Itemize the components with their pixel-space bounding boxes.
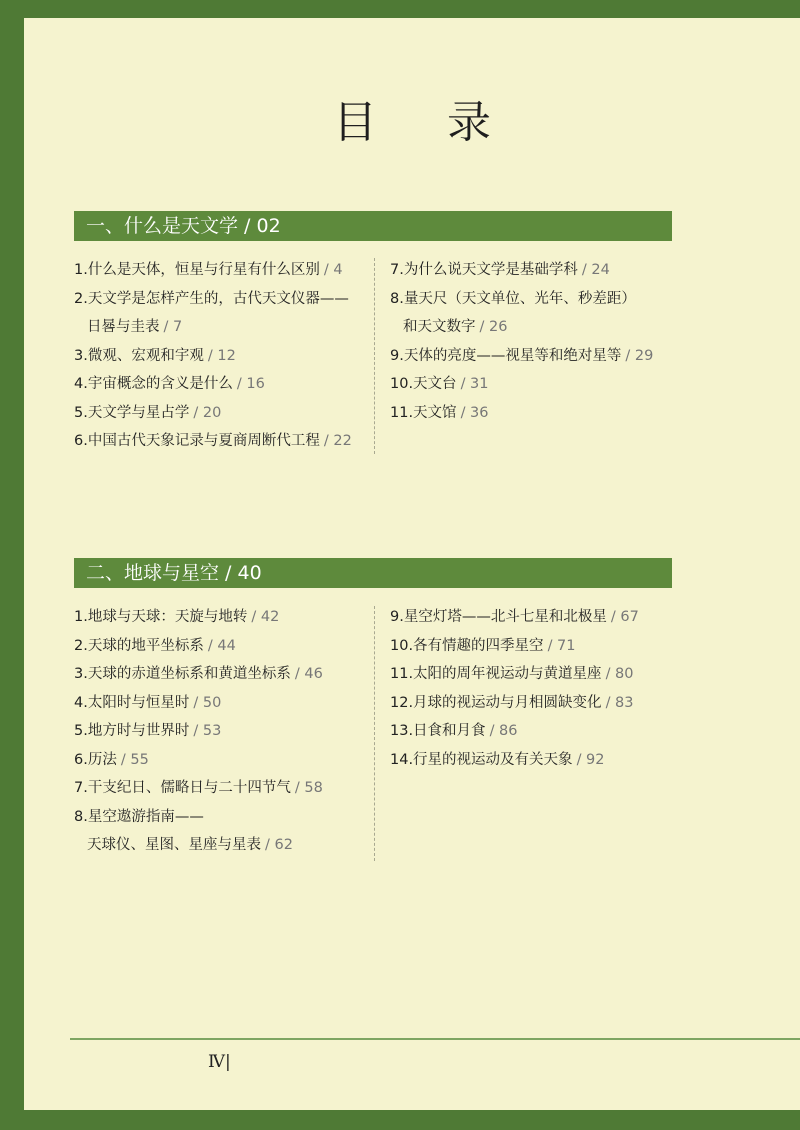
toc-entry-page: / 36 <box>460 404 489 421</box>
toc-entry-page: / 83 <box>605 694 634 711</box>
column-divider <box>374 606 375 861</box>
toc-entry <box>74 746 374 775</box>
toc-entry-page: / 50 <box>193 694 222 711</box>
toc-entry <box>390 717 690 746</box>
toc-entry-title: 5.地方时与世界时 <box>74 723 190 739</box>
toc-entry-title: 3.天球的赤道坐标系和黄道坐标系 <box>74 666 291 682</box>
toc-entry-title: 14.行星的视运动及有关天象 <box>390 751 573 768</box>
toc-entry-title: 10.天文台 <box>390 376 457 392</box>
section-2-left-column <box>74 603 374 860</box>
section-2-right-column <box>390 603 690 774</box>
toc-entry <box>74 717 374 746</box>
toc-entry-page: / 26 <box>479 319 508 335</box>
toc-entry <box>390 689 690 718</box>
toc-entry-page: / 4 <box>323 262 343 278</box>
toc-entry <box>74 831 374 860</box>
toc-entry-title: 11.太阳的周年视运动与黄道星座 <box>390 666 602 682</box>
book-page <box>24 18 800 1110</box>
toc-entry <box>74 342 374 371</box>
toc-entry-page: / 22 <box>323 433 352 449</box>
toc-entry-title: 7.为什么说天文学是基础学科 <box>390 262 578 278</box>
toc-entry <box>390 256 690 285</box>
toc-entry-title: 4.宇宙概念的含义是什么 <box>74 376 233 392</box>
toc-entry-page: / 20 <box>193 404 222 421</box>
section-1-right-column <box>390 256 690 427</box>
toc-entry <box>390 285 690 314</box>
toc-entry-page: / 92 <box>576 751 605 768</box>
toc-entry <box>74 256 374 285</box>
toc-entry-title: 和天文数字 <box>403 319 476 335</box>
toc-entry-title: 2.天文学是怎样产生的，古代天文仪器—— <box>74 290 349 307</box>
toc-entry-page: / 46 <box>294 666 323 682</box>
toc-entry <box>390 660 690 689</box>
toc-entry <box>390 342 690 371</box>
toc-entry-title: 6.历法 <box>74 751 117 768</box>
toc-entry-page: / 29 <box>625 347 654 364</box>
toc-entry-page: / 86 <box>489 723 518 739</box>
toc-entry-page: / 58 <box>294 780 323 796</box>
toc-entry <box>74 427 374 456</box>
toc-entry-title: 2.天球的地平坐标系 <box>74 637 204 654</box>
toc-entry-page: / 12 <box>207 347 236 364</box>
page-number: Ⅳ| <box>208 1052 231 1072</box>
toc-entry <box>390 399 690 428</box>
toc-entry-page: / 31 <box>460 376 489 392</box>
toc-entry-title: 天球仪、星图、星座与星表 <box>87 837 261 853</box>
toc-entry <box>74 632 374 661</box>
toc-entry-page: / 16 <box>236 376 265 392</box>
toc-entry-title: 4.太阳时与恒星时 <box>74 694 190 711</box>
toc-entry-page: / 67 <box>610 609 639 625</box>
footer-rule <box>70 1038 800 1040</box>
toc-entry <box>74 774 374 803</box>
toc-entry <box>74 660 374 689</box>
section-1-left-column <box>74 256 374 456</box>
section-header-1: 一、什么是天文学 / 02 <box>74 211 672 241</box>
section-header-2: 二、地球与星空 / 40 <box>74 558 672 588</box>
toc-entry <box>74 803 374 832</box>
toc-entry <box>74 313 374 342</box>
toc-entry-title: 8.星空遨游指南—— <box>74 808 204 825</box>
toc-entry-title: 10.各有情趣的四季星空 <box>390 637 544 654</box>
toc-entry <box>74 689 374 718</box>
toc-entry-page: / 55 <box>120 751 149 768</box>
toc-entry-page: / 53 <box>193 723 222 739</box>
page-title: 目 录 <box>333 97 519 148</box>
toc-entry-title: 8.量天尺（天文单位、光年、秒差距） <box>390 290 636 307</box>
toc-entry-title: 9.星空灯塔——北斗七星和北极星 <box>390 609 607 625</box>
toc-entry <box>390 313 690 342</box>
toc-entry <box>390 370 690 399</box>
toc-entry-title: 1.地球与天球：天旋与地转 <box>74 609 248 625</box>
column-divider <box>374 258 375 454</box>
toc-entry-title: 6.中国古代天象记录与夏商周断代工程 <box>74 433 320 449</box>
toc-entry-page: / 24 <box>581 262 610 278</box>
toc-entry-page: / 71 <box>547 637 576 654</box>
toc-entry-title: 11.天文馆 <box>390 404 457 421</box>
toc-entry <box>390 603 690 632</box>
toc-entry <box>390 746 690 775</box>
toc-entry-page: / 62 <box>265 837 293 853</box>
toc-entry-page: / 42 <box>251 609 280 625</box>
toc-entry-title: 7.干支纪日、儒略日与二十四节气 <box>74 780 291 796</box>
toc-entry-title: 日晷与圭表 <box>87 319 160 335</box>
toc-entry <box>74 370 374 399</box>
toc-entry <box>390 632 690 661</box>
toc-entry <box>74 285 374 314</box>
toc-entry-title: 13.日食和月食 <box>390 723 486 739</box>
toc-entry-page: / 80 <box>605 666 634 682</box>
toc-entry-title: 9.天体的亮度——视星等和绝对星等 <box>390 347 622 364</box>
toc-entry-title: 3.微观、宏观和宇观 <box>74 347 204 364</box>
toc-entry <box>74 399 374 428</box>
toc-entry-title: 12.月球的视运动与月相圆缺变化 <box>390 694 602 711</box>
toc-entry-page: / 7 <box>163 319 183 335</box>
toc-entry-page: / 44 <box>207 637 236 654</box>
toc-entry-title: 1.什么是天体，恒星与行星有什么区别 <box>74 262 320 278</box>
toc-entry-title: 5.天文学与星占学 <box>74 404 190 421</box>
toc-entry <box>74 603 374 632</box>
